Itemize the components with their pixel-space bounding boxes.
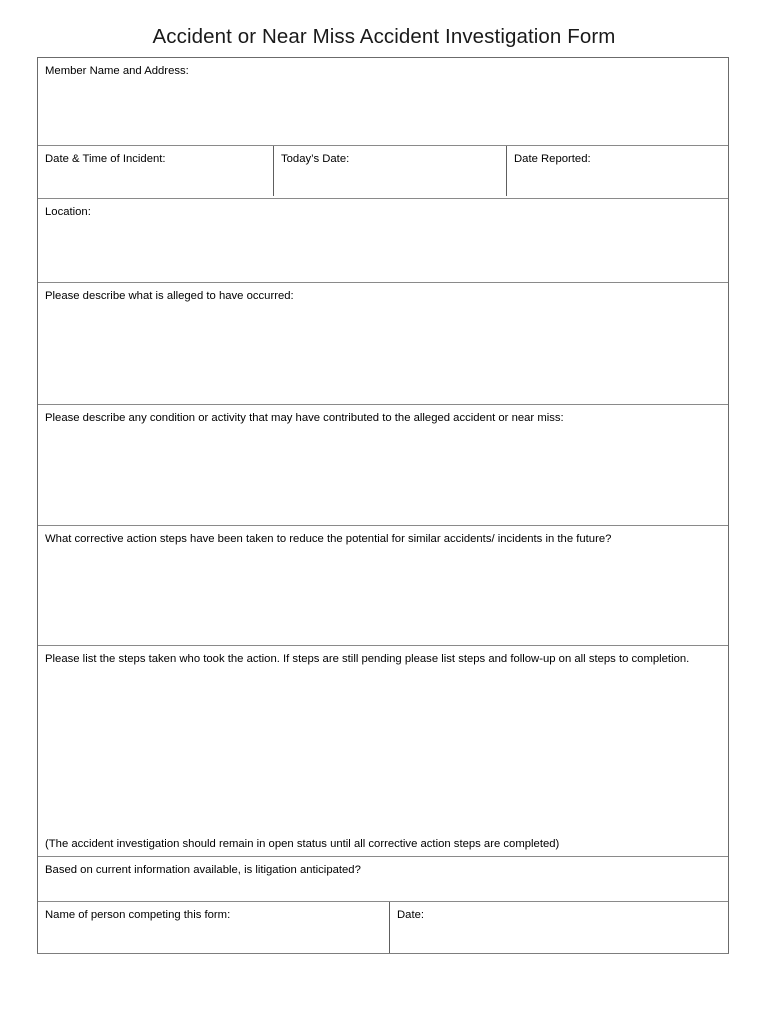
investigation-form-table: [37, 57, 729, 954]
row-litigation-anticipated: [38, 857, 728, 902]
member-name-address-field[interactable]: [38, 58, 728, 145]
completed-date-field[interactable]: [390, 922, 728, 953]
date-time-of-incident-field[interactable]: [38, 146, 273, 198]
completed-by-name-label: Name of person competing this form:: [45, 909, 231, 921]
location-label: Location:: [45, 206, 91, 218]
row-signature: [38, 902, 728, 953]
open-status-note: (The accident investigation should remain in open status until all corrective action steps are completed): [45, 837, 560, 850]
date-time-of-incident-label: Date & Time of Incident:: [45, 153, 166, 165]
describe-occurred-label: Please describe what is alleged to have occurred:: [45, 290, 294, 302]
steps-taken-field[interactable]: [38, 688, 728, 832]
row-corrective-action: [38, 526, 728, 646]
steps-taken-label: Please list the steps taken who took the action. If steps are still pending please list steps and follow-up on all steps to completion.: [45, 653, 690, 665]
contributing-condition-label: Please describe any condition or activity that may have contributed to the alleged accident or near miss:: [45, 412, 564, 424]
completed-date-label: Date:: [397, 909, 425, 921]
todays-date-field[interactable]: [274, 146, 506, 198]
row-steps-taken: [38, 646, 728, 857]
litigation-anticipated-field[interactable]: [38, 878, 728, 901]
date-reported-field[interactable]: [507, 146, 728, 198]
litigation-anticipated-label: Based on current information available, is litigation anticipated?: [45, 864, 361, 876]
row-member-name-address: [38, 58, 728, 146]
completed-by-name-field[interactable]: [38, 922, 389, 953]
page-title: Accident or Near Miss Accident Investigation Form: [152, 24, 616, 48]
date-reported-label: Date Reported:: [514, 153, 591, 165]
row-location: [38, 199, 728, 283]
corrective-action-field[interactable]: [38, 526, 728, 645]
contributing-condition-field[interactable]: [38, 405, 728, 525]
row-describe-occurred: [38, 283, 728, 405]
describe-occurred-field[interactable]: [38, 283, 728, 404]
location-field[interactable]: [38, 199, 728, 282]
row-dates: [38, 146, 728, 199]
corrective-action-label: What corrective action steps have been taken to reduce the potential for similar accidents/ incidents in the future?: [45, 533, 612, 545]
row-contributing-condition: [38, 405, 728, 526]
member-name-address-label: Member Name and Address:: [45, 65, 189, 77]
todays-date-label: Today’s Date:: [281, 153, 350, 165]
